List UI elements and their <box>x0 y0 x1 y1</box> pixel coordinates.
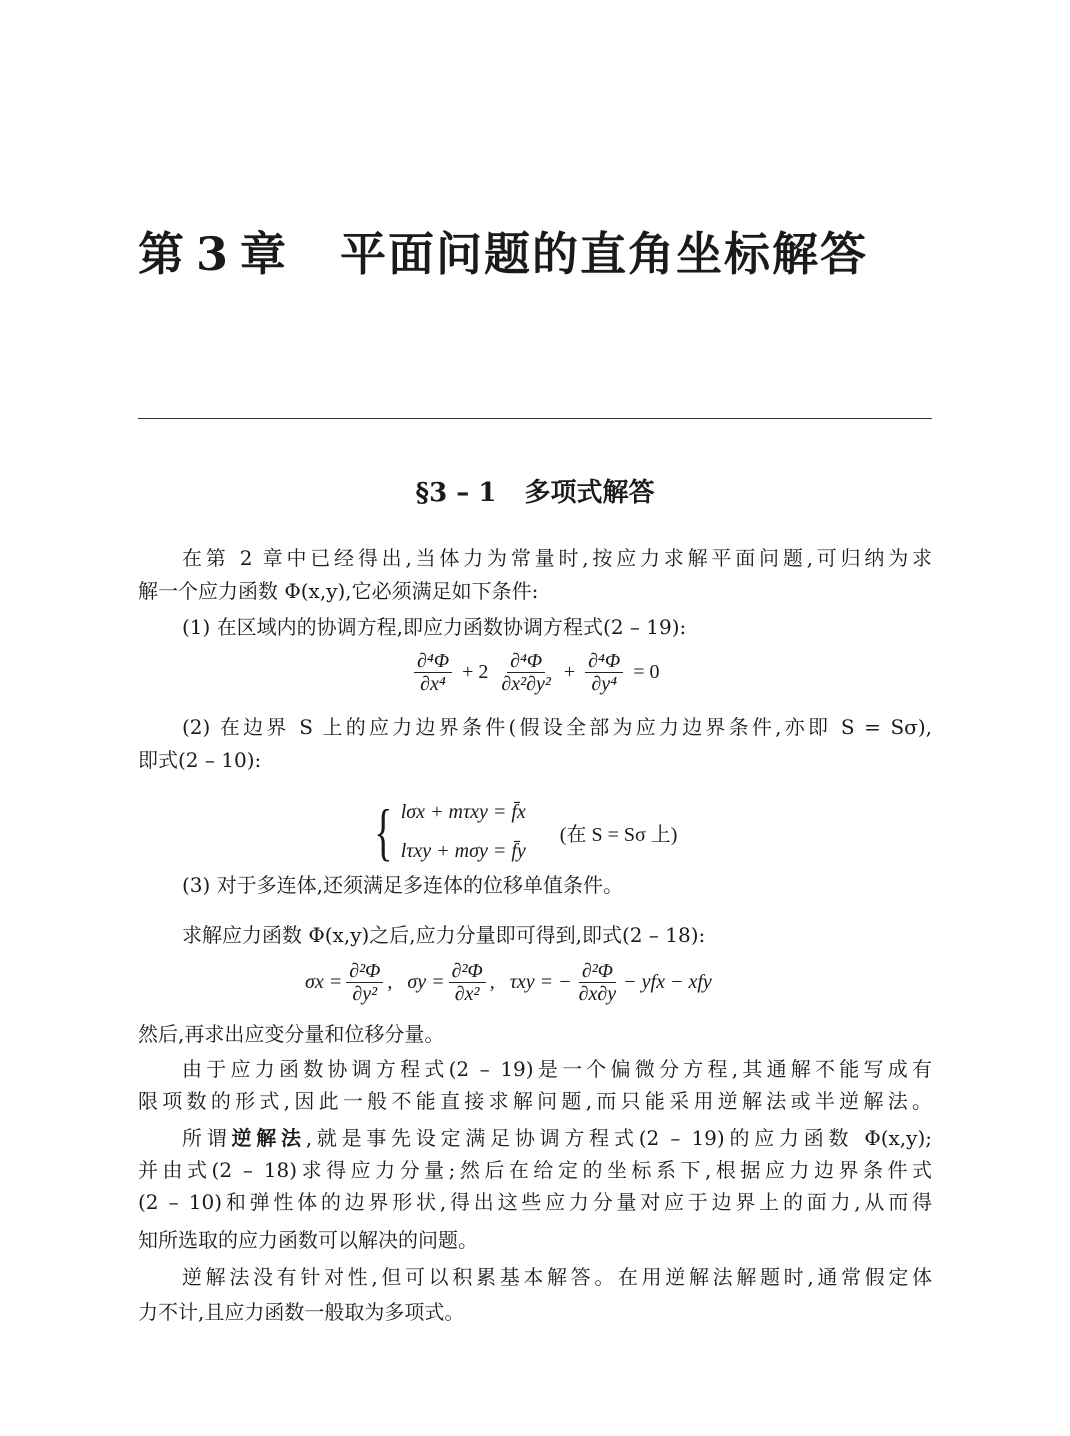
numerator: ∂⁴Φ <box>585 650 623 673</box>
chapter-prefix: 第 <box>138 227 186 281</box>
numerator: ∂²Φ <box>449 960 486 983</box>
numerator: ∂⁴Φ <box>414 650 452 673</box>
paragraph-line: 知所选取的应力函数可以解决的问题。 <box>138 1228 478 1252</box>
boundary-row-1: lσx + mτxy = f̄x <box>400 801 526 823</box>
denominator: ∂y² <box>352 983 378 1005</box>
stress-components-equation <box>305 960 712 1005</box>
operator: + <box>563 661 576 683</box>
paragraph-line: 然后,再求出应变分量和位移分量。 <box>138 1022 445 1046</box>
paragraph-line: 力不计,且应力函数一般取为多项式。 <box>138 1300 465 1324</box>
chapter-title <box>138 218 868 284</box>
chapter-number: 3 <box>196 227 231 281</box>
denominator: ∂x⁴ <box>420 673 446 695</box>
denominator: ∂y⁴ <box>591 673 618 695</box>
denominator: ∂x∂y <box>578 983 617 1005</box>
paragraph-line <box>138 1125 932 1151</box>
term: − yfx − xfy <box>623 971 712 993</box>
condition-3: (3) 对于多连体,还须满足多连体的位移单值条件。 <box>182 873 624 897</box>
denominator: ∂x²∂y² <box>501 673 551 695</box>
paragraph-line: 求解应力函数 Φ(x,y)之后,应力分量即可得到,即式(2 – 18): <box>182 923 706 947</box>
condition-2: (2) 在边界 S 上的应力边界条件(假设全部为应力边界条件,亦即 S = Sσ), <box>182 715 932 739</box>
paragraph-line: 逆解法没有针对性,但可以积累基本解答。在用逆解法解题时,通常假定体 <box>182 1265 932 1289</box>
numerator: ∂⁴Φ <box>507 650 545 673</box>
term: , σy = <box>387 971 445 993</box>
operator: + 2 <box>462 661 489 683</box>
boundary-row-2: lτxy + mσy = f̄y <box>400 840 526 862</box>
term: , τxy = − <box>489 971 572 993</box>
biharmonic-equation <box>410 650 665 695</box>
numerator: ∂²Φ <box>579 960 616 983</box>
section-number: §3 – 1 <box>415 478 497 508</box>
paragraph-line: 限项数的形式,因此一般不能直接求解问题,而只能采用逆解法或半逆解法。 <box>138 1089 932 1113</box>
paragraph-line: 在第 2 章中已经得出,当体力为常量时,按应力求解平面问题,可归纳为求 <box>182 546 932 570</box>
paragraph-line: 即式(2 – 10): <box>138 748 262 772</box>
chapter-suffix: 章 <box>240 227 289 281</box>
term: σx = <box>305 971 343 993</box>
text: ,就是事先设定满足协调方程式(2 – 19)的应力函数 Φ(x,y); <box>305 1126 933 1150</box>
brace-icon: { <box>374 796 393 867</box>
numerator: ∂²Φ <box>346 960 383 983</box>
paragraph-line: (2 – 10)和弹性体的边界形状,得出这些应力分量对应于边界上的面力,从而得 <box>138 1190 932 1214</box>
term-inverse-method: 逆解法 <box>231 1126 306 1150</box>
paragraph-line: 解一个应力函数 Φ(x,y),它必须满足如下条件: <box>138 579 539 603</box>
paragraph-line: 由于应力函数协调方程式(2 – 19)是一个偏微分方程,其通解不能写成有 <box>182 1057 932 1081</box>
section-title: 多项式解答 <box>524 478 655 508</box>
paragraph-line: 并由式(2 – 18)求得应力分量;然后在给定的坐标系下,根据应力边界条件式 <box>138 1158 932 1182</box>
denominator: ∂x² <box>454 983 480 1005</box>
condition-1: (1) 在区域内的协调方程,即应力函数协调方程式(2 – 19): <box>182 615 687 639</box>
rhs: = 0 <box>633 661 660 683</box>
section-heading <box>0 472 1070 509</box>
chapter-name: 平面问题的直角坐标解答 <box>340 227 869 281</box>
text: 所谓 <box>182 1126 232 1150</box>
boundary-equations <box>368 796 683 867</box>
boundary-condition-note: (在 S = Sσ 上) <box>559 823 678 846</box>
divider <box>138 418 932 419</box>
